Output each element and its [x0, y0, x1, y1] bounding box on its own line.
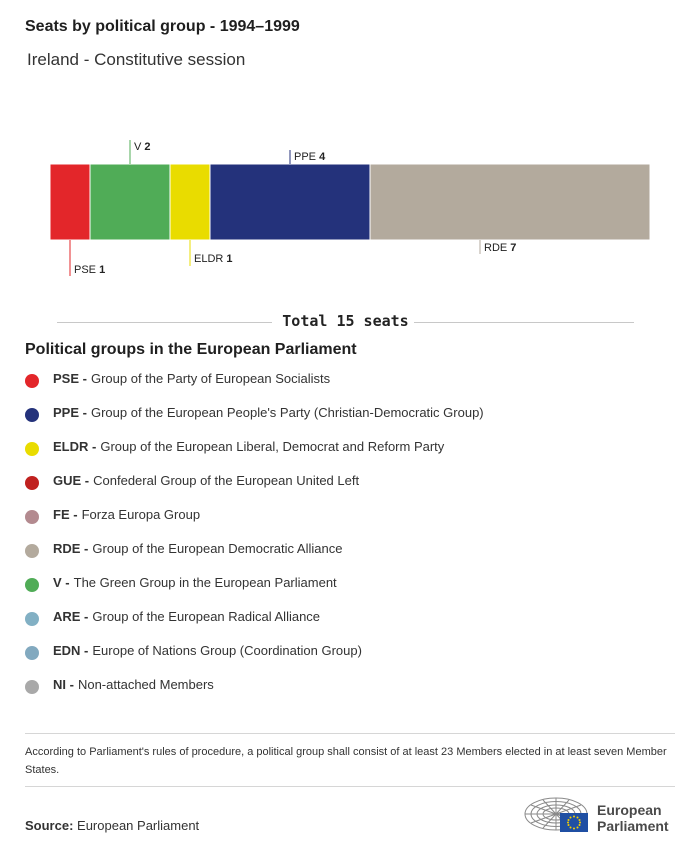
legend-color-dot — [25, 578, 39, 592]
chart-subtitle: Ireland - Constitutive session — [27, 50, 246, 69]
segment-label-abbr: RDE — [484, 242, 511, 254]
segment-label-eldr — [194, 253, 233, 265]
bar-segment-eldr — [170, 164, 210, 240]
legend-name: Group of the Party of European Socialists — [90, 371, 331, 386]
logo-line-1: European — [597, 802, 662, 818]
legend-item — [25, 507, 675, 541]
legend-abbr: EDN - — [53, 643, 89, 658]
legend-item — [25, 439, 675, 473]
legend-name: Group of the European People's Party (Christian-Democratic Group) — [90, 405, 484, 420]
legend-name: Group of the European Democratic Alliance — [92, 541, 343, 556]
legend-item — [25, 643, 675, 677]
bar-segment-v — [90, 164, 170, 240]
legend-title: Political groups in the European Parliament — [25, 341, 357, 358]
segment-label-abbr: PSE — [74, 264, 100, 276]
european-parliament-logo — [523, 796, 678, 836]
legend-name: Group of the European Liberal, Democrat and Reform Party — [100, 439, 445, 454]
legend-name: The Green Group in the European Parliament — [73, 575, 337, 590]
legend-color-dot — [25, 374, 39, 388]
total-divider-right — [414, 322, 634, 323]
legend-item — [25, 609, 675, 643]
logo-line-2: Parliament — [597, 818, 669, 834]
segment-label-value: 2 — [144, 141, 151, 153]
legend-color-dot — [25, 408, 39, 422]
bar-segment-rde — [370, 164, 650, 240]
legend-item — [25, 677, 675, 711]
segment-label-value: 1 — [226, 253, 233, 265]
legend-item — [25, 575, 675, 609]
segment-label-value: 7 — [510, 242, 517, 254]
segment-label-abbr: ELDR — [194, 253, 227, 265]
legend-abbr: GUE - — [53, 473, 90, 488]
legend-abbr: PSE - — [53, 371, 87, 386]
legend-name: Non-attached Members — [77, 677, 214, 692]
segment-label-ppe — [294, 151, 326, 163]
legend-abbr: NI - — [53, 677, 74, 692]
legend-list — [25, 371, 675, 711]
legend-color-dot — [25, 646, 39, 660]
legend-abbr: ARE - — [53, 609, 89, 624]
segment-label-value: 4 — [319, 151, 326, 163]
legend-abbr: V - — [53, 575, 70, 590]
segment-label-abbr: V — [134, 141, 145, 153]
segment-label-pse — [74, 264, 105, 276]
legend-color-dot — [25, 680, 39, 694]
parliament-hemicycle-icon — [523, 796, 593, 836]
source-label: Source: — [25, 818, 74, 833]
legend-item — [25, 405, 675, 439]
segment-label-v — [134, 141, 151, 153]
legend-name: Group of the European Radical Alliance — [92, 609, 321, 624]
legend-item — [25, 473, 675, 507]
segment-label-rde — [484, 242, 516, 254]
legend-color-dot — [25, 476, 39, 490]
legend-abbr: ELDR - — [53, 439, 97, 454]
seat-bar-chart — [0, 0, 700, 300]
bar-segment-pse — [50, 164, 90, 240]
chart-title: Seats by political group - 1994–1999 — [25, 18, 300, 35]
bar-segment-ppe — [210, 164, 370, 240]
legend-item — [25, 371, 675, 405]
footnote: According to Parliament's rules of procedure, a political group shall consist of at least 23 Members elected in at least seven Member States. — [25, 733, 675, 787]
logo-wordmark — [597, 802, 669, 834]
source-line — [25, 818, 199, 833]
legend-name: Europe of Nations Group (Coordination Group) — [92, 643, 362, 658]
legend-item — [25, 541, 675, 575]
legend-color-dot — [25, 442, 39, 456]
legend-color-dot — [25, 510, 39, 524]
segment-label-abbr: PPE — [294, 151, 320, 163]
legend-name: Forza Europa Group — [81, 507, 201, 522]
legend-abbr: RDE - — [53, 541, 89, 556]
source-value: European Parliament — [77, 818, 200, 833]
legend-color-dot — [25, 544, 39, 558]
segment-label-value: 1 — [99, 264, 106, 276]
legend-abbr: PPE - — [53, 405, 87, 420]
total-seats-label: Total 15 seats — [282, 312, 409, 330]
legend-abbr: FE - — [53, 507, 78, 522]
legend-color-dot — [25, 612, 39, 626]
legend-name: Confederal Group of the European United Left — [93, 473, 360, 488]
total-row — [57, 312, 634, 332]
